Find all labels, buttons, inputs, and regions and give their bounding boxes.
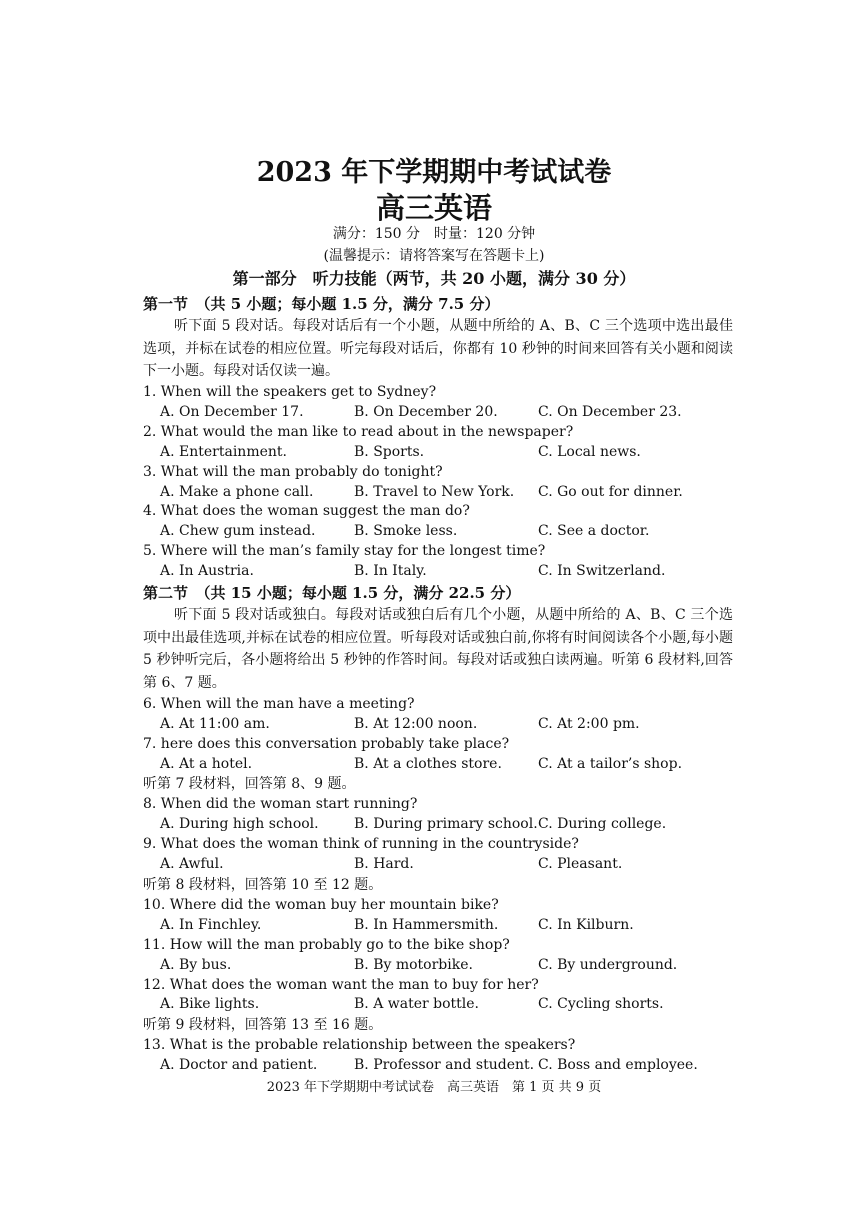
answer-options [143, 815, 733, 835]
answer-options [143, 403, 733, 423]
option-c: C. Local news. [538, 443, 641, 460]
option-c: C. Cycling shorts. [538, 996, 664, 1013]
option-a: A. In Finchley. [160, 916, 262, 933]
option-c: C. At a tailor’s shop. [538, 755, 683, 772]
option-c: C. See a doctor. [538, 523, 650, 540]
listening-note: 听第 9 段材料，回答第 13 至 16 题。 [143, 1017, 383, 1034]
option-c: C. By underground. [538, 956, 678, 973]
answer-options [143, 995, 733, 1015]
section-instructions: 听下面 5 段对话。每段对话后有一个小题，从题中所给的 A、B、C 三个选项中选出最佳选项，并标在试卷的相应位置。听完每段对话后，你都有 10 秒钟的时间来回答有关小题和阅读下一小题。每段对话仅读一遍。 [143, 318, 733, 380]
question-block [143, 735, 733, 775]
option-a: A. By bus. [160, 956, 232, 973]
option-c: C. In Switzerland. [538, 563, 666, 580]
option-a: A. At a hotel. [160, 755, 253, 772]
option-c: C. In Kilburn. [538, 916, 634, 933]
question-text: 5. Where will the man’s family stay for the longest time? [143, 543, 546, 560]
answer-options [143, 522, 733, 542]
section-instructions: 听下面 5 段对话或独白。每段对话或独白后有几个小题，从题中所给的 A、B、C 三个选项中出最佳选项,并标在试卷的相应位置。听每段对话或独白前,你将有时间阅读各个小题,每小题 5 秒钟听完后，各小题将给出 5 秒钟的作答时间。每段对话或独白读两遍。听第 6 段材料,回答第 6、7 题。 [143, 607, 733, 692]
option-b: B. On December 20. [354, 404, 498, 420]
option-b: B. In Italy. [354, 563, 427, 580]
question-block [143, 463, 733, 503]
question-text: 11. How will the man probably go to the bike shop? [143, 936, 510, 953]
listening-note: 听第 8 段材料，回答第 10 至 12 题。 [143, 876, 383, 893]
question-text: 13. What is the probable relationship between the speakers? [143, 1037, 576, 1054]
answer-options [143, 443, 733, 463]
option-b: B. A water bottle. [354, 996, 479, 1013]
option-b: B. Hard. [354, 856, 414, 873]
option-b: B. In Hammersmith. [354, 916, 499, 933]
question-block [143, 542, 733, 582]
option-c: C. Go out for dinner. [538, 483, 683, 500]
option-b: B. Smoke less. [354, 523, 458, 540]
question-block [143, 896, 733, 936]
answer-options [143, 755, 733, 775]
question-text: 2. What would the man like to read about in the newspaper? [143, 423, 574, 440]
option-a: A. Chew gum instead. [160, 523, 316, 540]
exam-title: 2023 年下学期期中考试试卷 [256, 157, 612, 188]
part-heading: 第一部分 听力技能（两节，共 20 小题，满分 30 分） [232, 269, 636, 288]
question-text: 12. What does the woman want the man to buy for her? [143, 976, 539, 993]
option-b: B. By motorbike. [354, 956, 473, 973]
option-a: A. Make a phone call. [160, 483, 314, 500]
option-a: A. On December 17. [160, 404, 304, 420]
question-text: 10. Where did the woman buy her mountain bike? [143, 896, 499, 913]
answer-options [143, 916, 733, 936]
option-a: A. Entertainment. [160, 443, 287, 460]
reminder-text: (温馨提示：请将答案写在答题卡上) [323, 248, 545, 264]
option-c: C. At 2:00 pm. [538, 715, 640, 732]
option-b: B. Sports. [354, 443, 425, 460]
answer-options [143, 562, 733, 582]
option-b: B. At a clothes store. [354, 755, 502, 772]
answer-options [143, 715, 733, 735]
question-text: 8. When did the woman start running? [143, 796, 418, 813]
question-block [143, 502, 733, 542]
option-b: B. Professor and student. [354, 1057, 535, 1074]
option-b: B. At 12:00 noon. [354, 715, 478, 732]
question-text: 1. When will the speakers get to Sydney? [143, 384, 437, 401]
question-text: 3. What will the man probably do tonight? [143, 463, 443, 480]
option-a: A. During high school. [160, 816, 319, 833]
question-text: 9. What does the woman think of running in the countryside? [143, 836, 579, 853]
question-block [143, 1036, 733, 1076]
question-text: 7. here does this conversation probably take place? [143, 735, 510, 752]
page-footer: 2023 年下学期期中考试试卷 高三英语 第 1 页 共 9 页 [266, 1080, 602, 1095]
section-heading: 第一节 （共 5 小题；每小题 1.5 分，满分 7.5 分） [143, 295, 500, 313]
option-a: A. At 11:00 am. [160, 715, 270, 732]
option-c: C. During college. [538, 816, 667, 833]
subject-title: 高三英语 [375, 191, 492, 225]
answer-options [143, 483, 733, 503]
answer-options [143, 956, 733, 976]
question-block [143, 976, 733, 1016]
option-a: A. Doctor and patient. [160, 1057, 318, 1074]
score-time-info: 满分：150 分 时量：120 分钟 [332, 226, 536, 242]
question-block [143, 795, 733, 835]
listening-note: 听第 7 段材料，回答第 8、9 题。 [143, 776, 356, 793]
answer-options [143, 855, 733, 875]
option-c: C. On December 23. [538, 404, 682, 420]
option-c: C. Pleasant. [538, 856, 623, 873]
question-block [143, 383, 733, 423]
option-b: B. Travel to New York. [354, 483, 515, 500]
option-c: C. Boss and employee. [538, 1057, 698, 1074]
question-block [143, 835, 733, 875]
section-heading: 第二节 （共 15 小题；每小题 1.5 分，满分 22.5 分） [143, 584, 521, 603]
exam-body [143, 293, 733, 1076]
option-a: A. In Austria. [160, 563, 254, 580]
question-block [143, 936, 733, 976]
answer-options [143, 1056, 733, 1076]
option-a: A. Awful. [160, 856, 224, 873]
question-block [143, 423, 733, 463]
question-text: 4. What does the woman suggest the man do? [143, 503, 470, 520]
option-a: A. Bike lights. [160, 996, 260, 1013]
question-block [143, 695, 733, 735]
option-b: B. During primary school. [354, 816, 538, 833]
question-text: 6. When will the man have a meeting? [143, 695, 415, 712]
